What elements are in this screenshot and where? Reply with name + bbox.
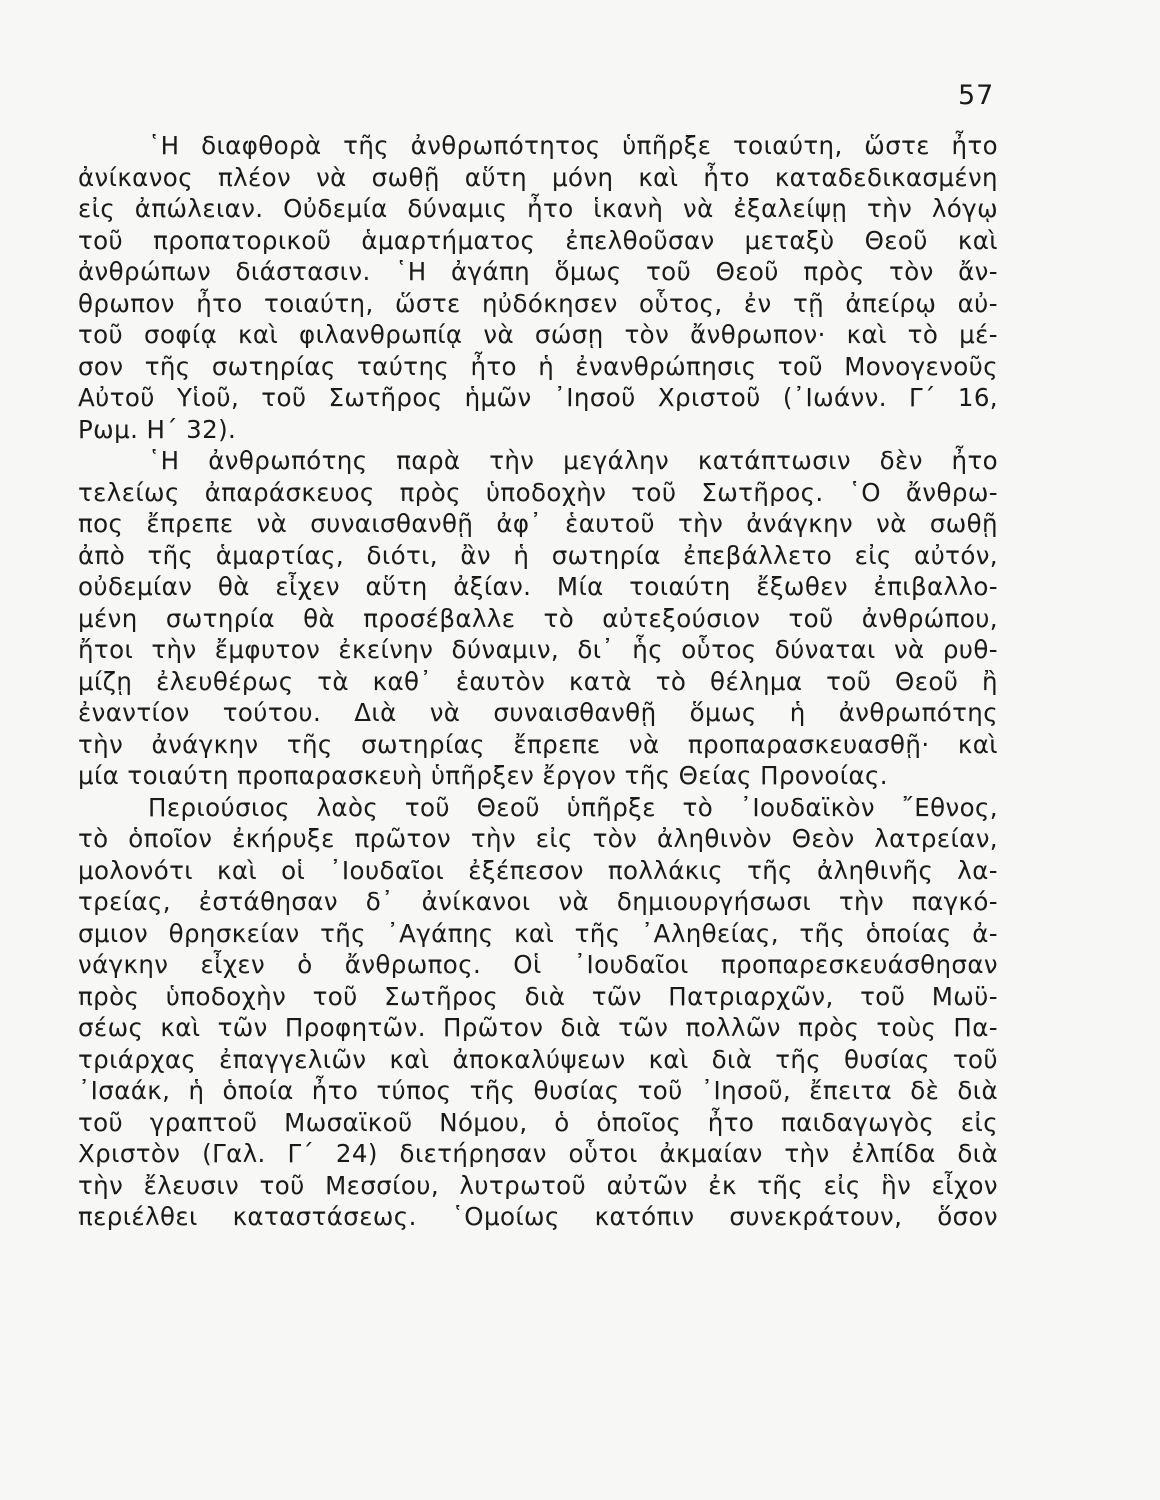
text-line: ἀνίκανος πλέον νὰ σωθῇ αὕτη μόνη καὶ ἦτο καταδεδικασμένη xyxy=(78,162,998,192)
text-line: ᾿Ισαάκ, ἡ ὁποία ἦτο τύπος τῆς θυσίας τοῦ ᾿Ιησοῦ, ἔπειτα δὲ διὰ xyxy=(78,1076,998,1105)
text-line: τοῦ προπατορικοῦ ἁμαρτήματος ἐπελθοῦσαν μεταξὺ Θεοῦ καὶ xyxy=(78,225,998,255)
body-text xyxy=(78,130,998,1233)
text-line: μία τοιαύτη προπαρασκευὴ ὑπῆρξεν ἔργον τῆς Θείας Προνοίας. xyxy=(78,761,888,790)
text-line: ἤτοι τὴν ἔμφυτον ἐκείνην δύναμιν, δι᾽ ἧς οὗτος δύναται νὰ ρυθ- xyxy=(78,635,998,664)
text-line: μένη σωτηρία θὰ προσέβαλλε τὸ αὐτεξούσιον τοῦ ἀνθρώπου, xyxy=(78,603,998,633)
text-line: τὴν ἀνάγκην τῆς σωτηρίας ἔπρεπε νὰ προπαρασκευασθῇ· καὶ xyxy=(78,729,998,759)
text-line: ἀπὸ τῆς ἁμαρτίας, διότι, ἂν ἡ σωτηρία ἐπεβάλλετο εἰς αὐτόν, xyxy=(78,540,998,570)
text-line: πος ἔπρεπε νὰ συναισθανθῇ ἀφ᾽ ἑαυτοῦ τὴν ἀνάγκην νὰ σωθῇ xyxy=(78,509,998,538)
text-line: τρείας, ἐστάθησαν δ᾽ ἀνίκανοι νὰ δημιουργήσωσι τὴν παγκό- xyxy=(78,887,998,916)
text-line: Ρωμ. Η´ 32). xyxy=(78,414,237,444)
text-line: ῾Η ἀνθρωπότης παρὰ τὴν μεγάλην κατάπτωσιν δὲν ἦτο xyxy=(148,446,998,475)
text-line: Περιούσιος λαὸς τοῦ Θεοῦ ὑπῆρξε τὸ ᾿Ιουδαϊκὸν ῎Εθνος, xyxy=(148,792,998,822)
text-line: ἐναντίον τούτου. Διὰ νὰ συναισθανθῇ ὅμως ἡ ἀνθρωπότης xyxy=(78,698,998,727)
text-line: μίζῃ ἐλευθέρως τὰ καθ᾽ ἑαυτὸν κατὰ τὸ θέλημα τοῦ Θεοῦ ἢ xyxy=(78,666,998,696)
text-line: Αὐτοῦ Υἱοῦ, τοῦ Σωτῆρος ἡμῶν ᾿Ιησοῦ Χριστοῦ (᾿Ιωάνν. Γ´ 16, xyxy=(78,383,998,412)
text-line: ἀνθρώπων διάστασιν. ῾Η ἀγάπη ὅμως τοῦ Θεοῦ πρὸς τὸν ἄν- xyxy=(78,257,998,286)
text-line: Χριστὸν (Γαλ. Γ´ 24) διετήρησαν οὗτοι ἀκμαίαν τὴν ἐλπίδα διὰ xyxy=(78,1139,998,1168)
page-number: 57 xyxy=(958,80,995,111)
text-line: περιέλθει καταστάσεως. ῾Ομοίως κατόπιν συνεκράτουν, ὅσον xyxy=(78,1202,998,1231)
text-line: εἰς ἀπώλειαν. Οὐδεμία δύναμις ἦτο ἱκανὴ νὰ ἐξαλείψῃ τὴν λόγῳ xyxy=(78,194,998,223)
text-line: πρὸς ὑποδοχὴν τοῦ Σωτῆρος διὰ τῶν Πατριαρχῶν, τοῦ Μωϋ- xyxy=(78,981,998,1011)
text-line: ῾Η διαφθορὰ τῆς ἀνθρωπότητος ὑπῆρξε τοιαύτη, ὥστε ἦτο xyxy=(148,131,998,160)
text-line: σέως καὶ τῶν Προφητῶν. Πρῶτον διὰ τῶν πολλῶν πρὸς τοὺς Πα- xyxy=(78,1013,998,1042)
text-line: μολονότι καὶ οἱ ᾿Ιουδαῖοι ἐξέπεσον πολλάκις τῆς ἀληθινῆς λα- xyxy=(78,855,998,885)
text-line: θρωπον ἦτο τοιαύτη, ὥστε ηὐδόκησεν οὗτος, ἐν τῇ ἀπείρῳ αὐ- xyxy=(78,288,998,318)
text-line: τελείως ἀπαράσκευος πρὸς ὑποδοχὴν τοῦ Σωτῆρος. ῾Ο ἄνθρω- xyxy=(78,477,998,507)
text-line: τοῦ γραπτοῦ Μωσαϊκοῦ Νόμου, ὁ ὁποῖος ἦτο παιδαγωγὸς εἰς xyxy=(78,1107,998,1137)
text-line: οὐδεμίαν θὰ εἶχεν αὕτη ἀξίαν. Μία τοιαύτη ἔξωθεν ἐπιβαλλο- xyxy=(78,572,998,601)
text-line: τοῦ σοφίᾳ καὶ φιλανθρωπίᾳ νὰ σώσῃ τὸν ἄνθρωπον· καὶ τὸ μέ- xyxy=(78,320,998,349)
text-line: νάγκην εἶχεν ὁ ἄνθρωπος. Οἱ ᾿Ιουδαῖοι προπαρεσκευάσθησαν xyxy=(78,950,998,979)
text-line: τὴν ἔλευσιν τοῦ Μεσσίου, λυτρωτοῦ αὐτῶν ἐκ τῆς εἰς ἣν εἶχον xyxy=(78,1170,998,1200)
text-line: τὸ ὁποῖον ἐκήρυξε πρῶτον τὴν εἰς τὸν ἀληθινὸν Θεὸν λατρείαν, xyxy=(78,824,998,853)
text-line: τριάρχας ἐπαγγελιῶν καὶ ἀποκαλύψεων καὶ διὰ τῆς θυσίας τοῦ xyxy=(78,1044,998,1074)
text-line: σον τῆς σωτηρίας ταύτης ἦτο ἡ ἐνανθρώπησις τοῦ Μονογενοῦς xyxy=(78,351,998,381)
text-line: σμιον θρησκείαν τῆς ᾿Αγάπης καὶ τῆς ᾿Αληθείας, τῆς ὁποίας ἀ- xyxy=(78,918,998,948)
